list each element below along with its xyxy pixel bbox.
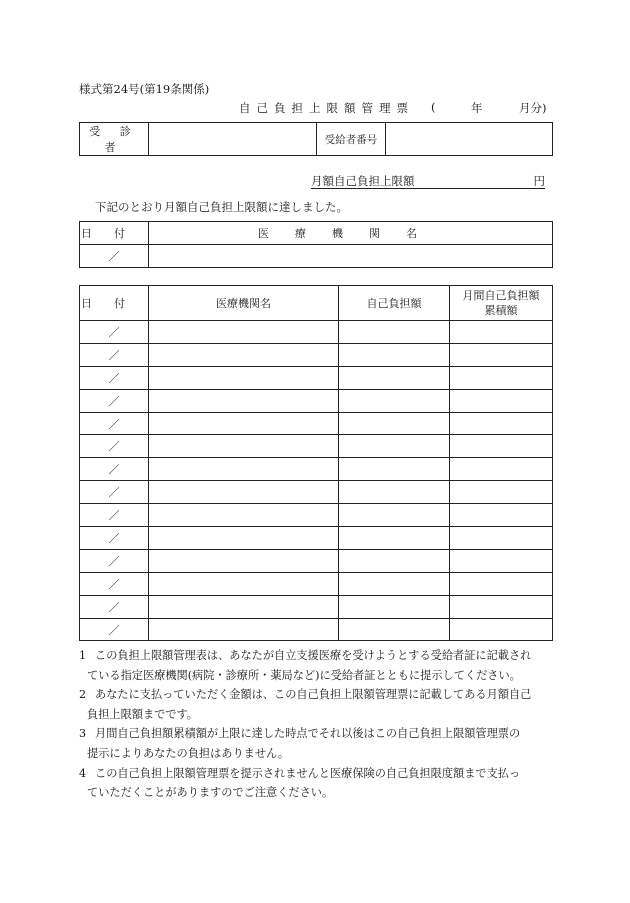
table-row <box>80 343 553 366</box>
note-line-2: ている指定医療機関(病院・診療所・薬局など)に受給者証とともに提示してください。 <box>87 668 521 682</box>
table-row <box>80 366 553 389</box>
record-date-cell[interactable]: ／ <box>80 481 149 504</box>
note-line-1 <box>79 685 553 705</box>
record-date-cell[interactable]: ／ <box>80 549 149 572</box>
record-cumulative-header <box>450 286 553 321</box>
record-date-header: 日付 <box>80 286 149 321</box>
record-date-cell[interactable]: ／ <box>80 389 149 412</box>
record-date-cell[interactable]: ／ <box>80 595 149 618</box>
note-text: この自己負担上限額管理票を提示されませんと医療保険の自己負担限度額まで支払っ <box>95 766 521 780</box>
period-year-label: 年 <box>471 101 483 115</box>
record-date-cell[interactable]: ／ <box>80 458 149 481</box>
monthly-limit-label: 月額自己負担上限額 <box>311 174 415 188</box>
table-row <box>80 458 553 481</box>
record-date-cell[interactable]: ／ <box>80 366 149 389</box>
note-line-2: 負担上限額までです。 <box>87 707 198 721</box>
period-month-label: 月分) <box>519 101 547 115</box>
record-institution-cell[interactable] <box>149 549 339 572</box>
table-row <box>80 321 553 344</box>
record-date-cell[interactable]: ／ <box>80 321 149 344</box>
record-copay-cell[interactable] <box>339 595 450 618</box>
title-line <box>79 100 553 116</box>
notice-text: 下記のとおり月額自己負担上限額に達しました。 <box>95 200 348 214</box>
record-institution-cell[interactable] <box>149 389 339 412</box>
note-item <box>79 724 553 763</box>
record-cumulative-cell[interactable] <box>450 321 553 344</box>
record-cumulative-cell[interactable] <box>450 435 553 458</box>
record-date-cell[interactable]: ／ <box>80 527 149 550</box>
record-date-cell[interactable]: ／ <box>80 618 149 641</box>
form-number: 様式第24号(第19条関係) <box>79 82 210 96</box>
record-institution-cell[interactable] <box>149 527 339 550</box>
table-row <box>80 481 553 504</box>
record-date-cell[interactable]: ／ <box>80 412 149 435</box>
note-line-1 <box>79 646 553 666</box>
table-row <box>80 618 553 641</box>
record-cumulative-cell[interactable] <box>450 618 553 641</box>
note-number: 1 <box>79 649 87 662</box>
note-text: 月間自己負担額累積額が上限に達した時点でそれ以後はこの自己負担上限額管理票の <box>95 727 521 741</box>
note-number: 4 <box>79 766 87 780</box>
record-cumulative-cell[interactable] <box>450 481 553 504</box>
record-cumulative-cell[interactable] <box>450 549 553 572</box>
record-copay-cell[interactable] <box>339 389 450 412</box>
table-row <box>80 572 553 595</box>
record-institution-cell[interactable] <box>149 618 339 641</box>
record-institution-cell[interactable] <box>149 572 339 595</box>
table-row <box>80 527 553 550</box>
record-copay-cell[interactable] <box>339 435 450 458</box>
note-text: あなたに支払っていただく金額は、この自己負担上限額管理票に記載してある月額自己 <box>95 688 532 702</box>
period-paren-open: ( <box>431 100 436 114</box>
recipient-number-label: 受給者番号 <box>317 123 386 156</box>
recipient-number-field[interactable] <box>386 123 553 156</box>
reached-institution-header: 医療機関名 <box>149 222 553 245</box>
record-institution-cell[interactable] <box>149 504 339 527</box>
record-institution-cell[interactable] <box>149 412 339 435</box>
table-row <box>80 412 553 435</box>
reached-date-header: 日付 <box>80 222 149 245</box>
table-row <box>80 389 553 412</box>
record-institution-cell[interactable] <box>149 321 339 344</box>
record-copay-cell[interactable] <box>339 321 450 344</box>
monthly-limit-line <box>311 173 545 189</box>
record-institution-cell[interactable] <box>149 366 339 389</box>
record-cumulative-header-line2: 累積額 <box>484 304 518 317</box>
record-date-cell[interactable]: ／ <box>80 343 149 366</box>
record-date-cell[interactable]: ／ <box>80 572 149 595</box>
note-line-2: ていただくことがありますのでご注意ください。 <box>87 786 334 800</box>
record-cumulative-header-line1: 月間自己負担額 <box>462 289 540 302</box>
reached-date-cell[interactable]: ／ <box>80 245 149 268</box>
table-row <box>80 595 553 618</box>
note-text: この負担上限額管理表は、あなたが自立支援医療を受けようとする受給者証に記載され <box>95 649 532 662</box>
record-institution-cell[interactable] <box>149 343 339 366</box>
record-institution-cell[interactable] <box>149 435 339 458</box>
record-copay-cell[interactable] <box>339 504 450 527</box>
note-item <box>79 764 553 803</box>
record-cumulative-cell[interactable] <box>450 366 553 389</box>
record-table <box>79 285 553 641</box>
record-institution-cell[interactable] <box>149 458 339 481</box>
record-copay-cell[interactable] <box>339 527 450 550</box>
note-line-2: 提示によりあなたの負担はありません。 <box>87 746 290 760</box>
record-copay-cell[interactable] <box>339 618 450 641</box>
record-cumulative-cell[interactable] <box>450 572 553 595</box>
document-title: 自己負担上限額管理票 <box>239 101 414 115</box>
table-row <box>80 549 553 572</box>
record-cumulative-cell[interactable] <box>450 412 553 435</box>
table-row <box>80 435 553 458</box>
record-cumulative-cell[interactable] <box>450 504 553 527</box>
record-institution-cell[interactable] <box>149 595 339 618</box>
note-number: 3 <box>79 727 87 741</box>
note-item <box>79 646 553 685</box>
table-row <box>80 504 553 527</box>
record-copay-header: 自己負担額 <box>339 286 450 321</box>
record-cumulative-cell[interactable] <box>450 458 553 481</box>
record-institution-cell[interactable] <box>149 481 339 504</box>
patient-table <box>79 122 553 156</box>
note-number: 2 <box>79 688 87 702</box>
record-cumulative-cell[interactable] <box>450 343 553 366</box>
notes-section <box>79 646 553 803</box>
note-item <box>79 685 553 724</box>
record-cumulative-cell[interactable] <box>450 527 553 550</box>
record-copay-cell[interactable] <box>339 572 450 595</box>
note-line-1 <box>79 724 553 744</box>
patient-name-field[interactable] <box>149 123 317 156</box>
patient-label: 受 診 者 <box>80 123 149 156</box>
record-cumulative-cell[interactable] <box>450 595 553 618</box>
record-copay-cell[interactable] <box>339 481 450 504</box>
record-copay-cell[interactable] <box>339 366 450 389</box>
record-institution-header: 医療機関名 <box>149 286 339 321</box>
record-cumulative-cell[interactable] <box>450 389 553 412</box>
record-date-cell[interactable]: ／ <box>80 435 149 458</box>
record-copay-cell[interactable] <box>339 549 450 572</box>
record-date-cell[interactable]: ／ <box>80 504 149 527</box>
monthly-limit-unit: 円 <box>533 174 545 188</box>
record-copay-cell[interactable] <box>339 458 450 481</box>
limit-reached-table <box>79 221 553 268</box>
reached-institution-cell[interactable] <box>149 245 553 268</box>
record-copay-cell[interactable] <box>339 412 450 435</box>
note-line-1 <box>79 764 553 784</box>
record-copay-cell[interactable] <box>339 343 450 366</box>
